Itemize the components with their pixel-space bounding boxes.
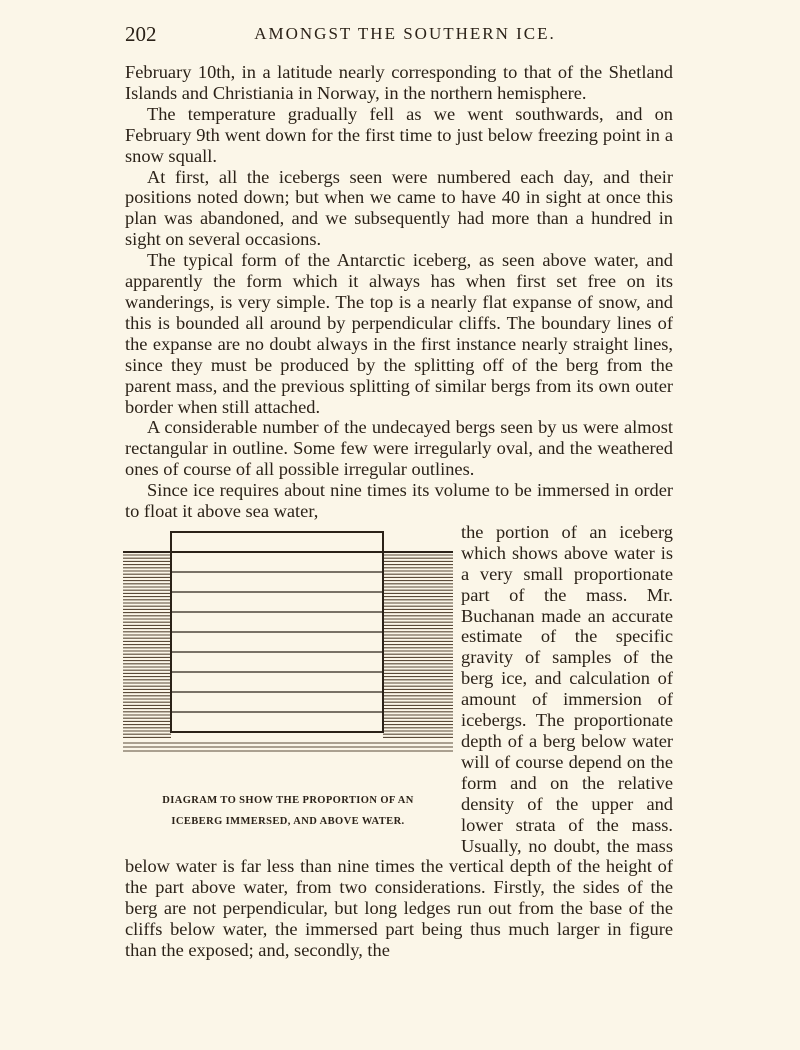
page-header xyxy=(125,22,685,52)
page-number: 202 xyxy=(125,22,157,46)
caption-line: ICEBERG IMMERSED, AND ABOVE WATER. xyxy=(171,815,405,827)
paragraph: The typical form of the Antarctic iceberg, as seen above water, and apparently the form which it always has when first set free on its wanderings, is very simple. The top is a nearly flat expanse of snow, and this is bounded all around by perpendicular cliffs. The boundary lines of the expanse are no doubt always in the first instance nearly straight lines, since they must be produced by the splitting off of the berg from the parent mass, and the previous splitting of similar bergs from its own outer border when still attached. xyxy=(125,250,673,417)
paragraph: February 10th, in a latitude nearly corresponding to that of the Shetland Islands and Christiania in Norway, in the northern hemisphere. xyxy=(125,62,673,103)
figure-caption xyxy=(123,790,453,832)
iceberg-diagram-graphic xyxy=(123,522,453,784)
running-head: AMONGST THE SOUTHERN ICE. xyxy=(254,24,556,43)
paragraph: the portion of an iceberg which shows above water is a very small proportionate part of the mass. Mr. Buchanan made an accurate estimate of the specific gravity of samples of the berg ice, and calculation of amount of immersion of icebergs. The proportionate depth of a berg below water will of course depend on the form and on the relative density of the upper and lower strata of the mass. Usually, no doubt, the mass below water is far less than nine times the vertical depth of the height of the part above water, from two considerations. Firstly, the sides of the berg are not perpendicular, but long ledges run out from the base of the cliffs below water, the immersed part being thus much larger in figure than the exposed; and, secondly, the xyxy=(125,521,673,961)
iceberg-diagram xyxy=(123,522,453,842)
paragraph: At first, all the icebergs seen were numbered each day, and their positions noted down; but when we came to have 40 in sight at once this plan was abandoned, and we subsequently had more than a hundred in sight on several occasions. xyxy=(125,166,673,250)
caption-line: DIAGRAM TO SHOW THE PROPORTION OF AN xyxy=(162,794,414,806)
paragraph: A considerable number of the undecayed bergs seen by us were almost rectangular in outline. Some few were irregularly oval, and the weathered ones of course of all possible irregular outlines. xyxy=(125,417,673,480)
paragraph: The temperature gradually fell as we went southwards, and on February 9th went down for the first time to just below freezing point in a snow squall. xyxy=(125,103,673,166)
paragraph-lead: Since ice requires about nine times its volume to be immersed in order to float it above sea water, xyxy=(125,480,673,522)
body-text xyxy=(125,62,673,961)
